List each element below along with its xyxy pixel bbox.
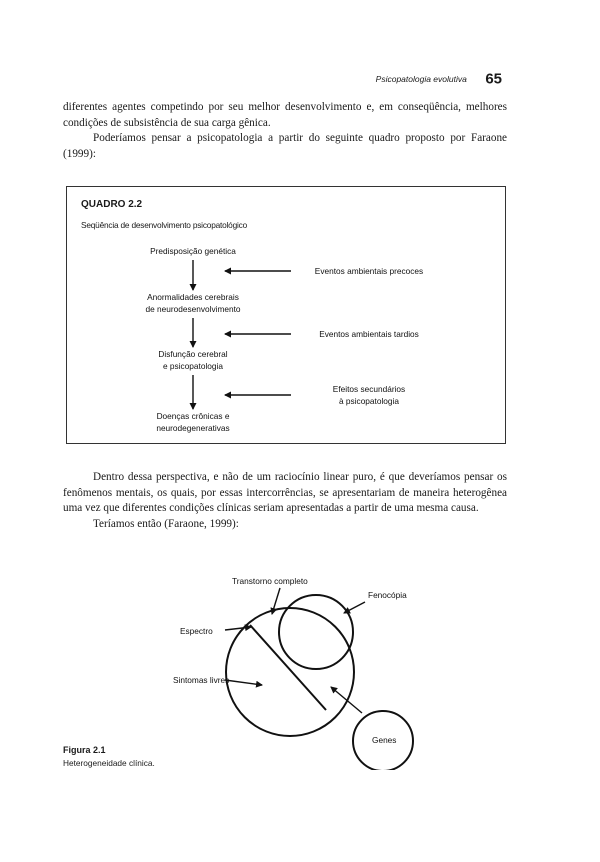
factor-3-line-2: à psicopatologia — [339, 396, 399, 406]
quadro-subtitle: Seqüência de desenvolvimento psicopatológico — [81, 220, 248, 230]
intro-paragraph-2: Poderíamos pensar a psicopatologia a partir do seguinte quadro proposto por Faraone (1999): — [63, 132, 507, 160]
page-number: 65 — [485, 70, 502, 88]
stage-4-line-2: neurodegenerativas — [156, 423, 230, 433]
stage-2-line-1: Anormalidades cerebrais — [147, 292, 239, 302]
middle-paragraph-2: Teríamos então (Faraone, 1999): — [93, 517, 239, 530]
phenocopy-arrow — [344, 602, 365, 613]
genes-arrow — [331, 687, 362, 713]
label-complete-disorder: Transtorno completo — [232, 576, 308, 586]
intro-paragraph-1: diferentes agentes competindo por seu melhor desenvolvimento e, em conseqüência, melhores condições de subsistência de sua carga gênica. — [63, 101, 507, 129]
figure-caption: Heterogeneidade clínica. — [63, 758, 155, 768]
figure-label — [63, 745, 155, 768]
figure-number: Figura 2.1 — [63, 745, 106, 755]
mild-symptoms-arrow — [225, 680, 262, 685]
stage-4-line-1: Doenças crônicas e — [156, 411, 230, 421]
factor-2-line-1: Eventos ambientais tardios — [319, 329, 419, 339]
heterogeneity-figure — [0, 570, 600, 770]
stage-2-line-2: de neurodesenvolvimento — [145, 304, 241, 314]
label-phenocopy: Fenocópia — [368, 590, 407, 600]
factor-3-line-1: Efeitos secundários — [332, 384, 406, 394]
quadro-title: QUADRO 2.2 — [81, 199, 143, 210]
spectrum-divider-line — [250, 625, 326, 710]
label-genes: Genes — [372, 735, 397, 745]
label-mild-symptoms: Sintomas livres — [173, 675, 230, 685]
stage-3-line-2: e psicopatologia — [163, 361, 223, 371]
stage-3-line-1: Disfunção cerebral — [158, 349, 228, 359]
phenocopy-circle — [279, 595, 353, 669]
middle-text — [63, 470, 507, 532]
middle-paragraph-1: Dentro dessa perspectiva, e não de um raciocínio linear puro, é que deveríamos pensar os fenômenos mentais, os quais, por essas intercorrências, se apresentariam de maneira heterogênea uma vez que diferentes condições clínicas seriam apresentadas a partir de uma mesma causa. — [63, 471, 507, 514]
stage-1-line-1: Predisposição genética — [150, 246, 236, 256]
label-spectrum: Espectro — [180, 626, 213, 636]
spectrum-arrow — [225, 627, 251, 630]
section-title: Psicopatologia evolutiva — [375, 73, 467, 84]
factor-1-line-1: Eventos ambientais precoces — [314, 266, 424, 276]
